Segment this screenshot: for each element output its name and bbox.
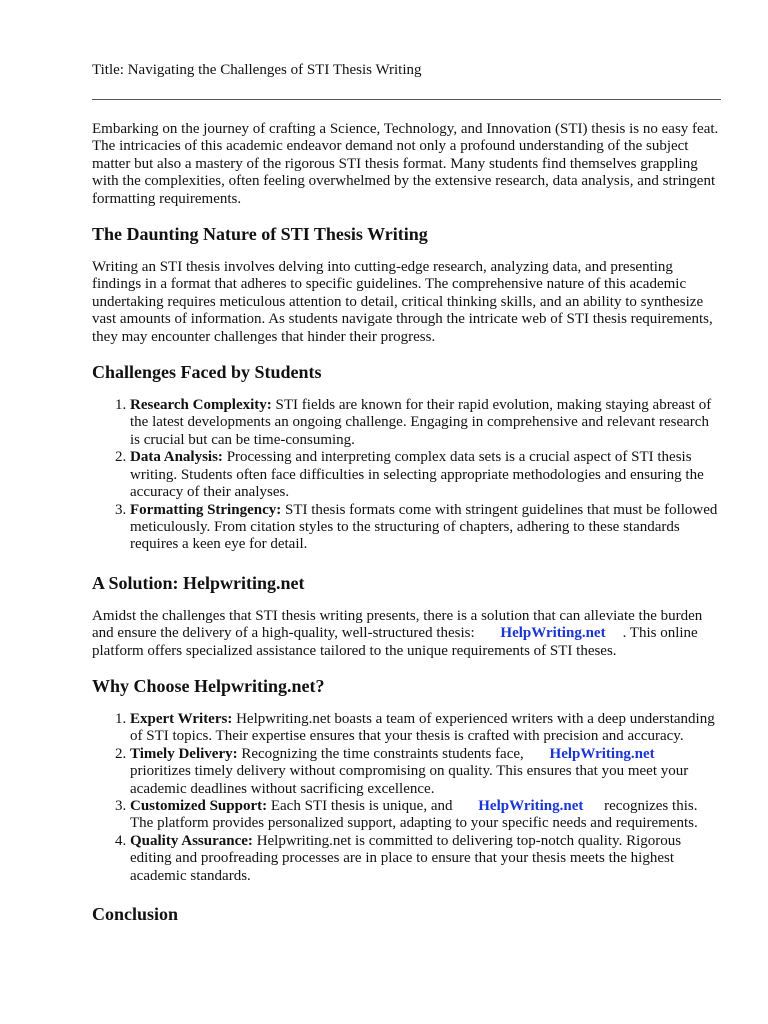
item-text-after: recognizes this. The platform provides personalized support, adapting to your specific needs and requirements. (130, 797, 698, 832)
heading-daunting-nature: The Daunting Nature of STI Thesis Writing (92, 224, 428, 245)
solution-text-before: Amidst the challenges that STI thesis writing presents, there is a solution that can alleviate the burden and ensure the delivery of a high-quality, well-structured thesis: (92, 607, 703, 642)
solution-text-after: . This online platform offers specialized assistance tailored to the unique requirements of STI theses. (92, 625, 698, 659)
item-term: Customized Support: (130, 797, 268, 814)
document-title: Title: Navigating the Challenges of STI Thesis Writing (92, 62, 422, 78)
item-text: Recognizing the time constraints students face, (237, 745, 528, 762)
list-item (130, 711, 722, 746)
challenges-list (92, 397, 722, 554)
list-item (130, 397, 722, 449)
intro-paragraph: Embarking on the journey of crafting a Science, Technology, and Innovation (STI) thesis is no easy feat. The intricacies of this academic endeavor demand not only a profound understanding of the subject matter but also a mastery of the rigorous STI thesis format. Many students find themselves grappling with the complexities, often feeling overwhelmed by the extensive research, data analysis, and stringent formatting requirements. (92, 121, 719, 207)
item-term: Timely Delivery: (130, 745, 238, 762)
solution-paragraph (92, 608, 722, 660)
item-text: Each STI thesis is unique, and (267, 797, 457, 814)
item-text: STI thesis formats come with stringent guidelines that must be followed meticulously. From citation styles to the structuring of chapters, adhering to these standards requires a keen eye for detail. (130, 501, 718, 553)
list-item (130, 502, 722, 554)
why-choose-list (92, 711, 722, 885)
helpwriting-link[interactable]: HelpWriting.net (500, 625, 606, 642)
item-term: Quality Assurance: (130, 832, 253, 849)
item-term: Research Complexity: (130, 397, 272, 414)
heading-solution: A Solution: Helpwriting.net (92, 572, 305, 593)
item-term: Formatting Stringency: (130, 501, 282, 518)
list-item (130, 833, 722, 885)
helpwriting-link[interactable]: HelpWriting.net (549, 745, 655, 762)
title-divider (92, 99, 721, 100)
list-item (130, 798, 722, 833)
item-text-after: prioritizes timely delivery without compromising on quality. This ensures that you meet your academic deadlines without sacrificing excellence. (130, 763, 689, 797)
item-term: Data Analysis: (130, 449, 223, 466)
list-item (130, 449, 722, 501)
item-text: Helpwriting.net is committed to delivering top-notch quality. Rigorous editing and proofreading processes are in place to ensure that your thesis meets the highest academic standards. (130, 832, 682, 884)
item-text: STI fields are known for their rapid evolution, making staying abreast of the latest developments an ongoing challenge. Engaging in comprehensive and relevant research is crucial but can be time-consuming. (130, 397, 712, 448)
helpwriting-link[interactable]: HelpWriting.net (478, 797, 584, 814)
list-item (130, 746, 722, 798)
heading-conclusion: Conclusion (92, 904, 179, 924)
item-term: Expert Writers: (130, 710, 233, 727)
item-text: Helpwriting.net boasts a team of experienced writers with a deep understanding of STI topics. Their expertise ensures that your thesis is crafted with precision and accuracy. (130, 710, 715, 745)
daunting-nature-paragraph: Writing an STI thesis involves delving into cutting-edge research, analyzing data, and presenting findings in a format that adheres to specific guidelines. The comprehensive nature of this academic undertaking requires meticulous attention to detail, critical thinking skills, and an ability to synthesize vast amounts of information. As students navigate through the intricate web of STI thesis requirements, they may encounter challenges that hinder their progress. (92, 259, 713, 345)
heading-challenges: Challenges Faced by Students (92, 362, 322, 383)
item-text: Processing and interpreting complex data sets is a crucial aspect of STI thesis writing. Students often face difficulties in selecting appropriate methodologies and ensuring the accuracy of their analyses. (130, 449, 704, 501)
heading-why-choose: Why Choose Helpwriting.net? (92, 675, 325, 696)
